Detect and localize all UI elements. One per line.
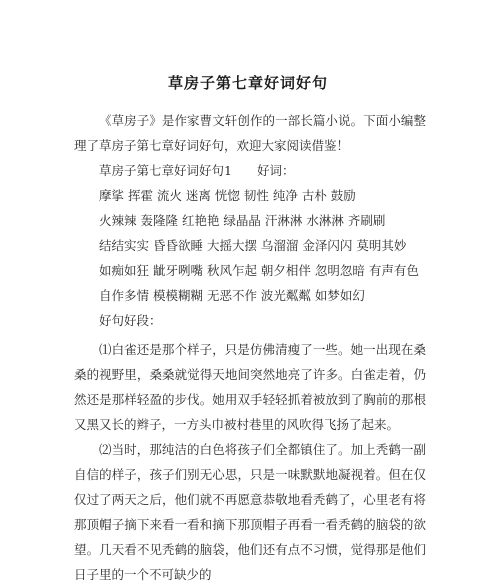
intro-paragraph: 《草房子》是作家曹文轩创作的一部长篇小说。下面小编整理了草房子第七章好词好句，欢迎大家阅读借鉴！ bbox=[74, 113, 426, 153]
sentence-paragraph-2: ⑵当时，那纯洁的白色将孩子们全都镇住了。加上秃鹤一副自信的样子，孩子们别无心思，只是一味默默地凝视着。但在仅仅过了两天之后，他们就不再愿意恭敬地看秃鹤了，心里老有将那顶帽子摘下来看一看和摘下那顶帽子再看一看秃鹤的脑袋的欲望。几天看不见秃鹤的脑袋，他们还有点不习惯，觉得那是他们日子里的一个不可缺少的 bbox=[74, 442, 426, 582]
word-line-5: 自作多情 模模糊糊 无恶不作 波光粼粼 如梦如幻 bbox=[99, 288, 365, 303]
sentences-heading: 好句好段： bbox=[99, 313, 162, 328]
article-title: 草房子第七章好词好句 bbox=[167, 74, 328, 92]
word-line-1: 摩挲 挥霍 流火 迷离 恍惚 韧性 纯净 古朴 鼓励 bbox=[99, 188, 356, 203]
word-line-4: 如痴如狂 龇牙咧嘴 秋风乍起 朝夕相伴 忽明忽暗 有声有色 bbox=[99, 263, 419, 278]
sentence-paragraph-1: ⑴白雀还是那个样子，只是仿佛清瘦了一些。她一出现在桑桑的视野里，桑桑就觉得天地间突然地亮了许多。白雀走着，仍然还是那样轻盈的步伐。她用双手轻轻抓着被放到了胸前的那根又黑又长的辫子，一方头巾被村巷里的风吹得飞扬了起来。 bbox=[74, 342, 426, 432]
word-line-2: 火辣辣 轰隆隆 红艳艳 绿晶晶 汗淋淋 水淋淋 齐刷刷 bbox=[99, 213, 386, 228]
word-line-3: 结结实实 昏昏欲睡 大摇大摆 乌溜溜 金泽闪闪 莫明其妙 bbox=[99, 238, 407, 253]
section-heading: 草房子第七章好词好句1 好词： bbox=[99, 163, 295, 178]
